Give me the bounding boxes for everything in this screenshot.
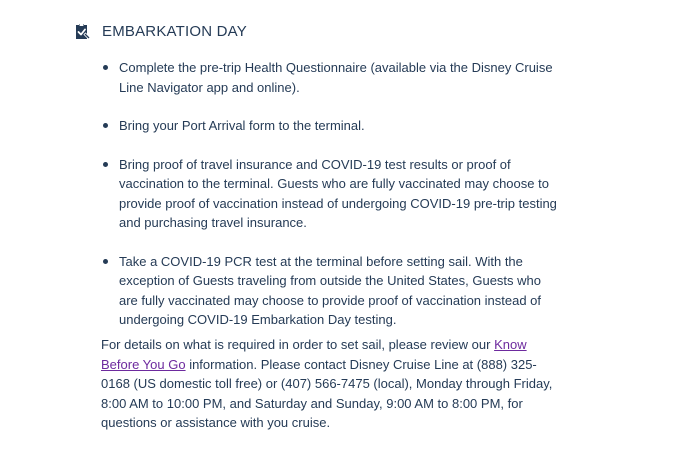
bullet-icon — [103, 259, 108, 264]
list-item-text: Complete the pre-trip Health Questionnaire (available via the Disney Cruise Line Navigator app and online). — [119, 60, 553, 95]
know-before-you-go-link[interactable]: Know Before You Go — [101, 337, 527, 372]
list-item-text: Bring proof of travel insurance and COVID-19 test results or proof of vaccination to the terminal. Guests who are fully vaccinated may choose to provide proof of vaccination instead of undergoing COVID-19 pre-trip testing and purchasing travel insurance. — [119, 156, 557, 230]
list-item-text: Bring your Port Arrival form to the terminal. — [119, 118, 365, 133]
list-item-text: Take a COVID-19 PCR test at the terminal before setting sail. With the exception of Guests traveling from outside the United States, Guests who are fully vaccinated may choose to provide proof of vaccination instead of undergoing COVID-19 Embarkation Day testing. — [119, 253, 542, 327]
details-text-before: For details on what is required in order to set sail, please review our — [101, 337, 495, 352]
details-text-after: information. Please contact Disney Cruise Line at (888) 325-0168 (US domestic toll free) or (407) 566-7475 (local), Monday through Friday, 8:00 AM to 10:00 PM, and Saturday and Sunday, 9:00 AM to 8:00 PM, for questions or assistance with you cruise. — [101, 356, 553, 430]
details-paragraph — [101, 335, 563, 433]
list-item — [101, 58, 561, 97]
bullet-icon — [103, 123, 108, 128]
clipboard-check-icon — [72, 22, 92, 42]
list-item — [101, 116, 561, 136]
bullet-icon — [103, 162, 108, 167]
section-title: EMBARKATION DAY — [102, 23, 247, 40]
bullet-icon — [103, 65, 108, 70]
list-item — [101, 155, 561, 233]
section-header — [72, 22, 247, 42]
list-item — [101, 252, 561, 330]
embarkation-steps-list — [101, 58, 561, 349]
